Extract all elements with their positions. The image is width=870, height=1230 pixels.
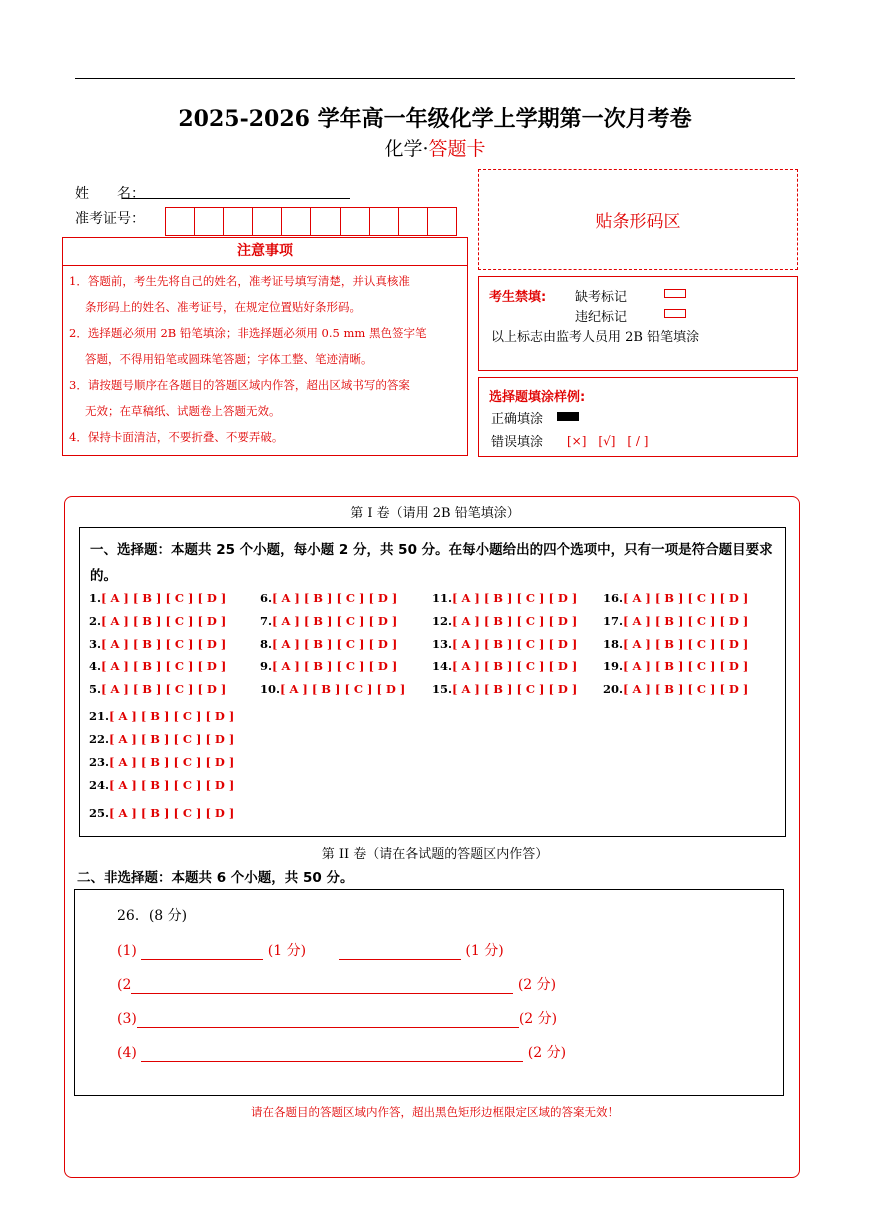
choice-question[interactable]	[603, 614, 748, 628]
answer-options[interactable]: [ A ] [ B ] [ C ] [ D ]	[101, 659, 227, 673]
wrong-fill-marks: [×] [√] [ / ]	[567, 434, 649, 448]
question-number: 3.	[89, 637, 102, 651]
question-number: 9.	[260, 659, 273, 673]
part1-label: 第 I 卷（请用 2B 铅笔填涂）	[350, 506, 520, 521]
answer-options[interactable]: [ A ] [ B ] [ C ] [ D ]	[452, 637, 578, 651]
answer-options[interactable]: [ A ] [ B ] [ C ] [ D ]	[109, 778, 235, 792]
choice-intro: 一、选择题：本题共 25 个小题，每小题 2 分，共 50 分。在每小题给出的四个选项中，只有一项是符合题目要求的。	[90, 542, 773, 584]
id-cell[interactable]	[195, 208, 224, 235]
answer-options[interactable]: [ A ] [ B ] [ C ] [ D ]	[109, 806, 235, 820]
barcode-label: 贴条形码区	[595, 212, 681, 232]
id-cell[interactable]	[341, 208, 370, 235]
choice-question[interactable]	[89, 637, 226, 651]
choice-question[interactable]	[89, 709, 234, 723]
question-number: 7.	[260, 614, 273, 628]
choice-question[interactable]	[260, 659, 397, 673]
choice-question[interactable]	[89, 682, 226, 696]
choice-question[interactable]	[432, 591, 577, 605]
question-number: 20.	[603, 682, 624, 696]
id-cell[interactable]	[428, 208, 456, 235]
q26-line-3	[117, 1008, 557, 1028]
violation-label: 违纪标记	[575, 310, 628, 325]
q26-2-label: (2	[117, 977, 132, 993]
notes-box	[62, 265, 468, 456]
note-line: 答题，不得用铅笔或圆珠笔答题；字体工整、笔迹清晰。	[85, 352, 373, 366]
q26-2-score: (2 分)	[517, 977, 557, 993]
answer-options[interactable]: [ A ] [ B ] [ C ] [ D ]	[272, 614, 398, 628]
q26-2-blank[interactable]	[131, 979, 513, 994]
forbidden-box	[478, 276, 798, 371]
note-line: 4．保持卡面清洁，不要折叠、不要弄破。	[69, 430, 284, 444]
forbidden-note: 以上标志由监考人员用 2B 铅笔填涂	[491, 330, 700, 345]
q26-1-blank-b[interactable]	[339, 945, 461, 960]
note-line: 3．请按题号顺序在各题目的答题区域内作答，超出区域书写的答案	[69, 378, 410, 392]
correct-fill-label: 正确填涂	[491, 412, 544, 427]
answer-options[interactable]: [ A ] [ B ] [ C ] [ D ]	[623, 637, 749, 651]
q26-line-2	[117, 974, 556, 994]
note-line: 2．选择题必须用 2B 铅笔填涂；非选择题必须用 0.5 mm 黑色签字笔	[69, 326, 427, 340]
id-cell[interactable]	[166, 208, 195, 235]
question-number: 24.	[89, 778, 110, 792]
footer-warning: 请在各题目的答题区域内作答，超出黑色矩形边框限定区域的答案无效！	[251, 1105, 619, 1119]
q26-1-label: (1)	[117, 943, 137, 959]
question-number: 17.	[603, 614, 624, 628]
q26-line-4	[117, 1042, 566, 1062]
subtitle-card: 答题卡	[428, 138, 486, 160]
forbidden-title: 考生禁填:	[489, 290, 547, 305]
note-line: 条形码上的姓名、准考证号，在规定位置贴好条形码。	[85, 300, 361, 314]
answer-options[interactable]: [ A ] [ B ] [ C ] [ D ]	[272, 637, 398, 651]
wrong-fill-label: 错误填涂	[491, 435, 544, 450]
absent-mark[interactable]	[664, 286, 686, 301]
q26-3-score: (2 分)	[518, 1011, 558, 1027]
id-cell[interactable]	[253, 208, 282, 235]
q26-3-label: (3)	[117, 1011, 137, 1027]
answer-options[interactable]: [ A ] [ B ] [ C ] [ D ]	[272, 591, 398, 605]
top-rule	[75, 78, 795, 79]
answer-options[interactable]: [ A ] [ B ] [ C ] [ D ]	[101, 682, 227, 696]
q26-1-score-a: (1 分)	[267, 943, 307, 959]
question-number: 10.	[260, 682, 281, 696]
answer-options[interactable]: [ A ] [ B ] [ C ] [ D ]	[109, 755, 235, 769]
answer-options[interactable]: [ A ] [ B ] [ C ] [ D ]	[623, 591, 749, 605]
choice-question[interactable]	[89, 806, 234, 820]
question-number: 19.	[603, 659, 624, 673]
page-subtitle	[0, 134, 870, 161]
nonchoice-intro: 二、非选择题：本题共 6 个小题，共 50 分。	[77, 870, 354, 886]
correct-fill-mark	[557, 409, 579, 424]
question-number: 2.	[89, 614, 102, 628]
choice-question[interactable]	[89, 659, 226, 673]
choice-question[interactable]	[89, 591, 226, 605]
choice-question[interactable]	[432, 637, 577, 651]
choice-question[interactable]	[603, 659, 748, 673]
choice-question[interactable]	[432, 614, 577, 628]
name-label: 姓 名：	[75, 186, 145, 202]
choice-question[interactable]	[603, 682, 748, 696]
answer-options[interactable]: [ A ] [ B ] [ C ] [ D ]	[101, 614, 227, 628]
choice-question[interactable]	[260, 682, 405, 696]
answer-options[interactable]: [ A ] [ B ] [ C ] [ D ]	[109, 732, 235, 746]
question-number: 13.	[432, 637, 453, 651]
choice-question[interactable]	[260, 591, 397, 605]
q26-4-blank[interactable]	[141, 1047, 523, 1062]
choice-question[interactable]	[260, 637, 397, 651]
note-line: 1．答题前，考生先将自己的姓名，准考证号填写清楚，并认真核准	[69, 274, 410, 288]
answer-options[interactable]: [ A ] [ B ] [ C ] [ D ]	[623, 614, 749, 628]
question-number: 16.	[603, 591, 624, 605]
choice-question[interactable]	[603, 591, 748, 605]
id-cell[interactable]	[399, 208, 428, 235]
question-number: 12.	[432, 614, 453, 628]
question-number: 23.	[89, 755, 110, 769]
question-number: 1.	[89, 591, 102, 605]
id-cell[interactable]	[370, 208, 399, 235]
choice-question[interactable]	[432, 682, 577, 696]
answer-options[interactable]: [ A ] [ B ] [ C ] [ D ]	[101, 591, 227, 605]
fill-sample-title: 选择题填涂样例:	[489, 390, 586, 405]
question-number: 8.	[260, 637, 273, 651]
question-number: 5.	[89, 682, 102, 696]
answer-options[interactable]: [ A ] [ B ] [ C ] [ D ]	[623, 682, 749, 696]
choice-question[interactable]	[432, 659, 577, 673]
subtitle-subject: 化学·	[384, 138, 429, 160]
answer-options[interactable]: [ A ] [ B ] [ C ] [ D ]	[280, 682, 406, 696]
question-number: 22.	[89, 732, 110, 746]
choice-question[interactable]	[89, 778, 234, 792]
id-cell[interactable]	[282, 208, 311, 235]
answer-options[interactable]: [ A ] [ B ] [ C ] [ D ]	[101, 637, 227, 651]
question-number: 25.	[89, 806, 110, 820]
q26-4-label: (4)	[117, 1045, 137, 1061]
question-number: 21.	[89, 709, 110, 723]
answer-options[interactable]: [ A ] [ B ] [ C ] [ D ]	[109, 709, 235, 723]
question-number: 15.	[432, 682, 453, 696]
id-cell[interactable]	[224, 208, 253, 235]
choice-question[interactable]	[89, 614, 226, 628]
choice-question[interactable]	[89, 755, 234, 769]
barcode-area	[478, 169, 798, 270]
notes-title: 注意事项	[62, 237, 468, 266]
id-cell[interactable]	[311, 208, 340, 235]
part2-label: 第 II 卷（请在各试题的答题区内作答）	[321, 847, 549, 862]
question-number: 6.	[260, 591, 273, 605]
choice-question[interactable]	[603, 637, 748, 651]
question-number: 18.	[603, 637, 624, 651]
answer-options[interactable]: [ A ] [ B ] [ C ] [ D ]	[452, 682, 578, 696]
q26-4-score: (2 分)	[527, 1045, 567, 1061]
id-label: 准考证号：	[75, 211, 145, 227]
violation-mark[interactable]	[664, 306, 686, 321]
page-title: 2025-2026 学年高一年级化学上学期第一次月考卷	[178, 106, 692, 132]
question-number: 11.	[432, 591, 453, 605]
q26-3-blank[interactable]	[137, 1013, 519, 1028]
id-number-boxes[interactable]	[165, 207, 457, 236]
choice-question[interactable]	[89, 732, 234, 746]
answer-options[interactable]: [ A ] [ B ] [ C ] [ D ]	[452, 659, 578, 673]
answer-options[interactable]: [ A ] [ B ] [ C ] [ D ]	[623, 659, 749, 673]
name-field[interactable]	[122, 198, 350, 199]
answer-options[interactable]: [ A ] [ B ] [ C ] [ D ]	[452, 614, 578, 628]
question-number: 4.	[89, 659, 102, 673]
q26-header: 26．(8 分)	[117, 908, 188, 924]
question-number: 14.	[432, 659, 453, 673]
absent-label: 缺考标记	[575, 290, 628, 305]
q26-1-blank-a[interactable]	[141, 945, 263, 960]
choice-question[interactable]	[260, 614, 397, 628]
answer-options[interactable]: [ A ] [ B ] [ C ] [ D ]	[452, 591, 578, 605]
q26-line-1	[117, 940, 504, 960]
answer-options[interactable]: [ A ] [ B ] [ C ] [ D ]	[272, 659, 398, 673]
note-line: 无效；在草稿纸、试题卷上答题无效。	[85, 404, 281, 418]
fill-sample-box	[478, 377, 798, 457]
q26-1-score-b: (1 分)	[465, 943, 504, 959]
